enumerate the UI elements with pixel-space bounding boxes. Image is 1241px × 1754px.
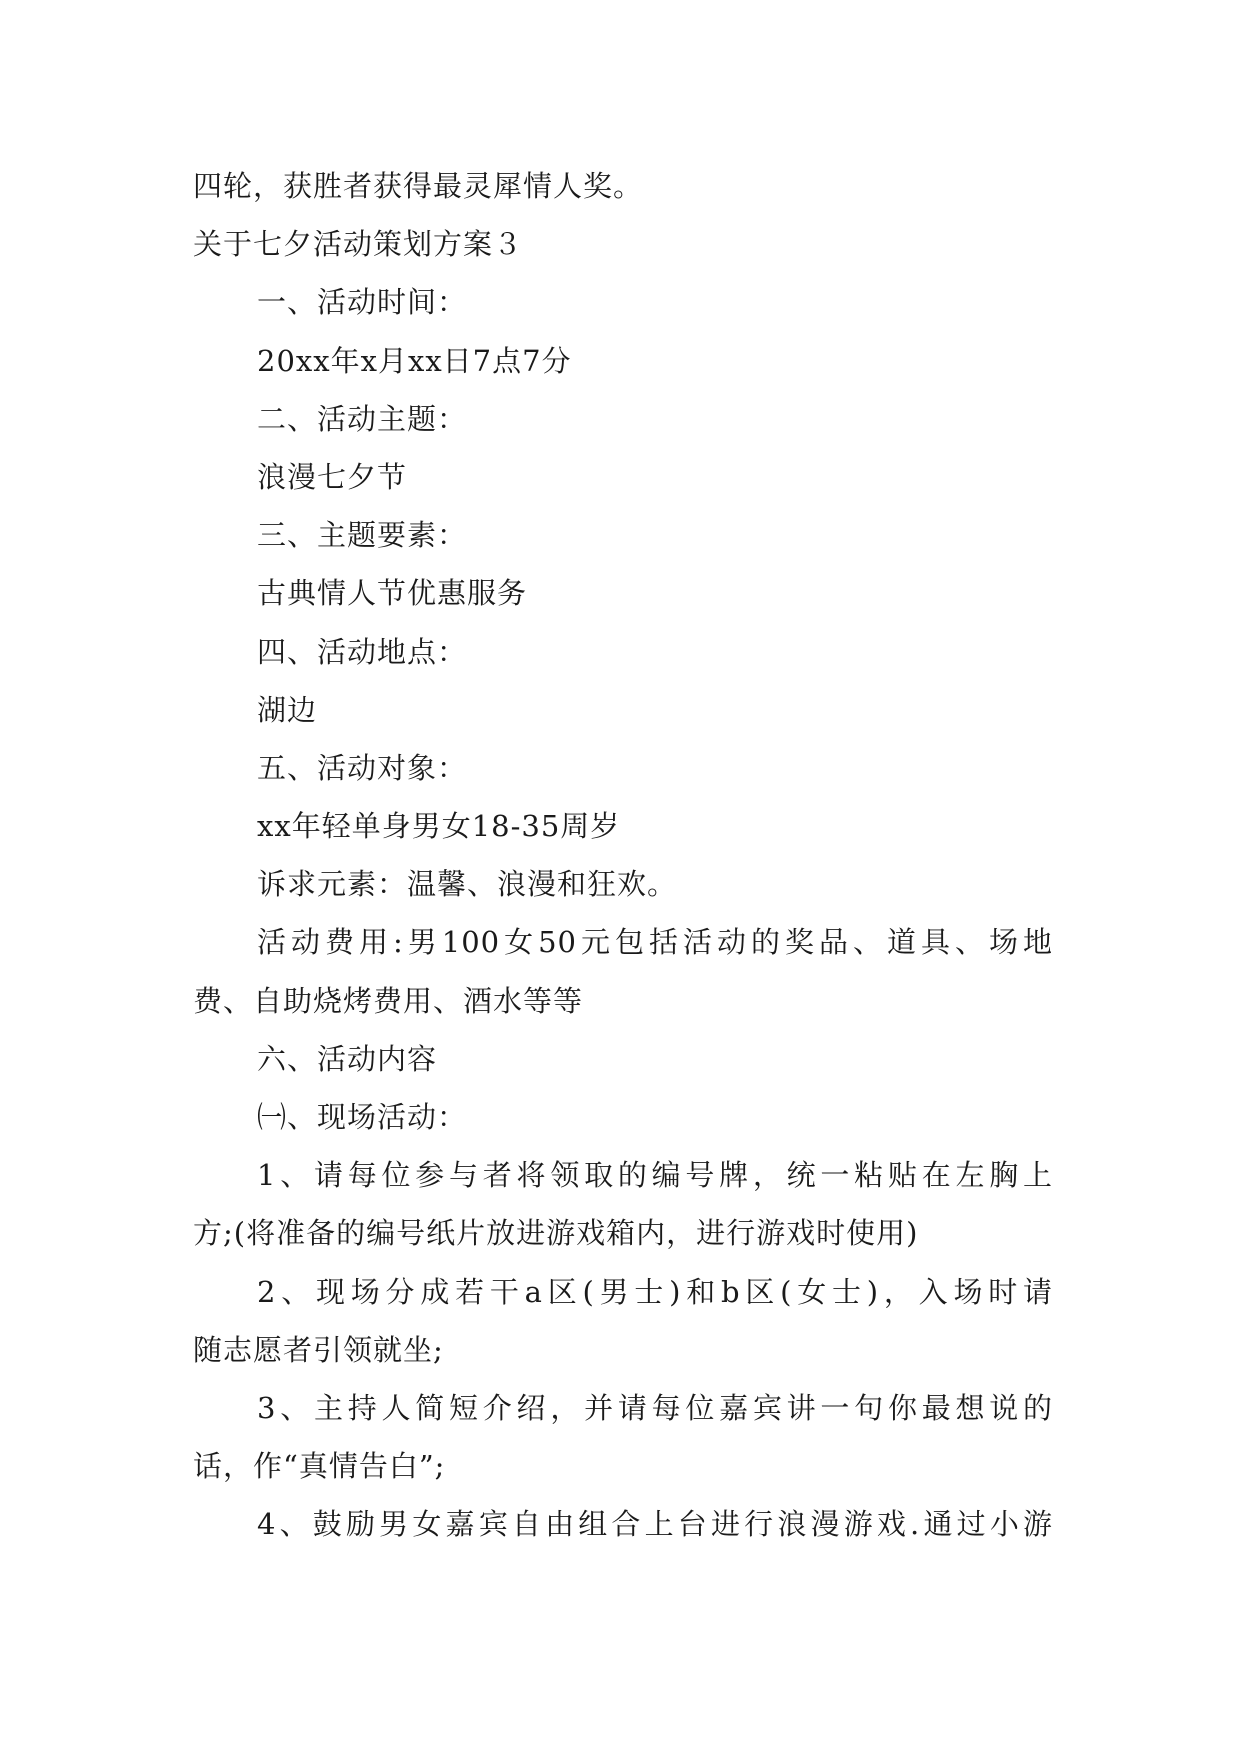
section-title: 关于七夕活动策划方案３ [193,227,524,262]
heading-audience: 五、活动对象： [257,750,468,785]
text-line: 湖边 [257,692,318,727]
heading-content: 六、活动内容 [257,1041,438,1076]
text-line: xx年轻单身男女18-35周岁 [257,809,621,844]
text-line: 2、现场分成若干a区(男士)和b区(女士)，入场时请 [257,1274,1053,1309]
text-line: 活动费用:男100女50元包括活动的奖品、道具、场地 [257,925,1053,960]
text-line: 四轮，获胜者获得最灵犀情人奖。 [193,169,644,203]
text-line: 浪漫七夕节 [257,459,408,494]
document-body [193,157,1053,1554]
heading-elements: 三、主题要素： [257,518,468,553]
text-line: 费、自助烧烤费用、酒水等等 [193,983,584,1018]
heading-theme: 二、活动主题： [257,401,468,436]
heading-location: 四、活动地点： [257,634,468,669]
text-line: 1、请每位参与者将领取的编号牌，统一粘贴在左胸上 [257,1158,1053,1193]
text-line: 3、主持人简短介绍，并请每位嘉宾讲一句你最想说的 [257,1390,1053,1425]
text-line: 话，作“真情告白”; [193,1449,446,1484]
heading-time: 一、活动时间： [257,285,468,320]
text-line: 方;(将准备的编号纸片放进游戏箱内，进行游戏时使用) [193,1216,919,1251]
text-line: 随志愿者引领就坐; [193,1332,444,1367]
text-line: 20xx年x月xx日7点7分 [257,343,572,378]
text-line: 诉求元素：温馨、浪漫和狂欢。 [257,867,678,902]
subheading-onsite: ㈠、现场活动： [257,1100,468,1134]
text-line: 4、鼓励男女嘉宾自由组合上台进行浪漫游戏.通过小游 [257,1507,1053,1542]
text-line: 古典情人节优惠服务 [257,576,528,611]
